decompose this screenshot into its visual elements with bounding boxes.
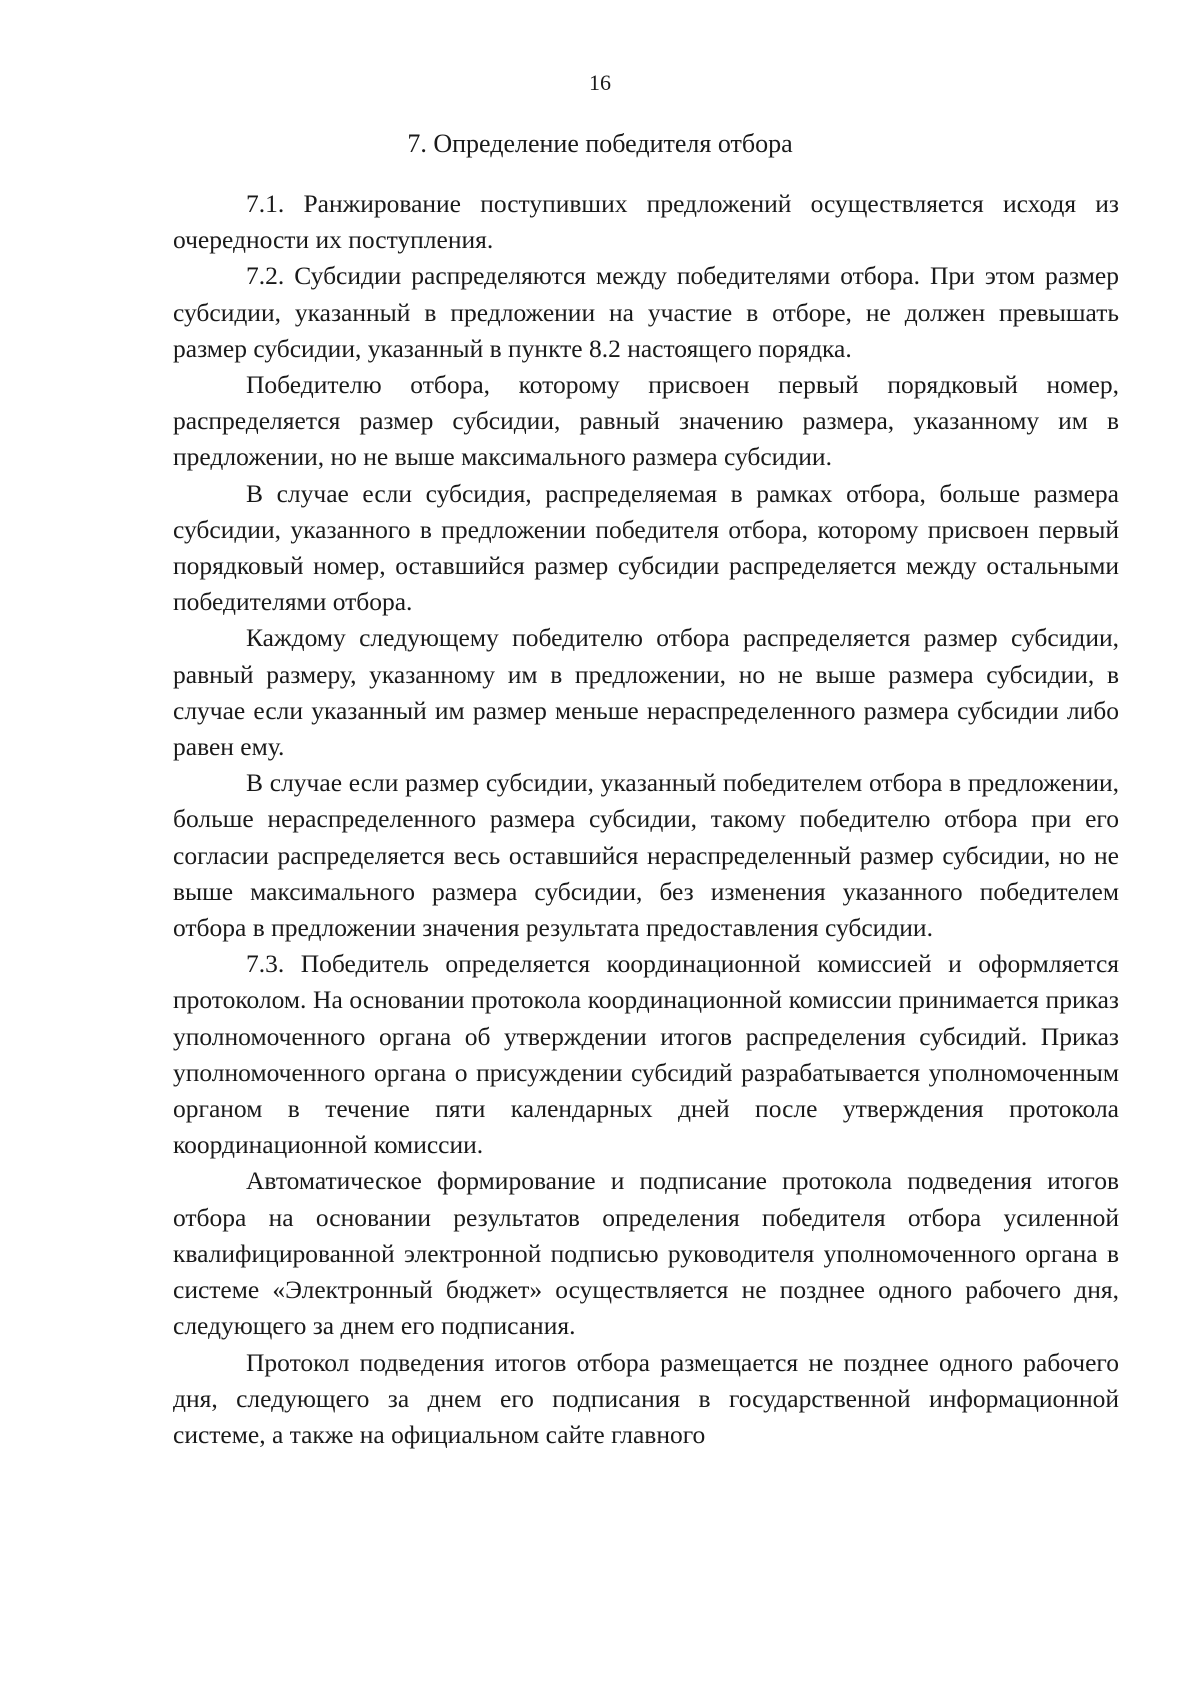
document-body bbox=[173, 186, 1119, 1453]
paragraph: 7.1. Ранжирование поступивших предложений осуществляется исходя из очередности их поступления. bbox=[173, 189, 1119, 255]
paragraph: 7.2. Субсидии распределяются между победителями отбора. При этом размер субсидии, указанный в предложении на участие в отборе, не должен превышать размер субсидии, указанный в пункте 8.2 настоящего порядка. bbox=[173, 261, 1119, 363]
paragraph: Победителю отбора, которому присвоен первый порядковый номер, распределяется размер субсидии, равный значению размера, указанному им в предложении, но не выше максимального размера субсидии. bbox=[173, 370, 1119, 472]
paragraph: В случае если размер субсидии, указанный победителем отбора в предложении, больше нераспределенного размера субсидии, такому победителю отбора при его согласии распределяется весь оставшийся нераспределенный размер субсидии, но не выше максимального размера субсидии, без изменения указанного победителем отбора в предложении значения результата предоставления субсидии. bbox=[173, 768, 1119, 943]
section-title: 7. Определение победителя отбора bbox=[407, 129, 793, 158]
page-number: 16 bbox=[589, 70, 611, 95]
paragraph: Протокол подведения итогов отбора размещается не позднее одного рабочего дня, следующего за днем его подписания в государственной информационной системе, а также на официальном сайте главного bbox=[173, 1347, 1119, 1449]
paragraph: Каждому следующему победителю отбора распределяется размер субсидии, равный размеру, указанному им в предложении, но не выше размера субсидии, в случае если указанный им размер меньше нераспределенного размера субсидии либо равен ему. bbox=[173, 623, 1119, 762]
paragraph: 7.3. Победитель определяется координационной комиссией и оформляется протоколом. На основании протокола координационной комиссии принимается приказ уполномоченного органа об утверждении итогов распределения субсидий. Приказ уполномоченного органа о присуждении субсидий разрабатывается уполномоченным органом в течение пяти календарных дней после утверждения протокола координационной комиссии. bbox=[173, 949, 1119, 1160]
paragraph: В случае если субсидия, распределяемая в рамках отбора, больше размера субсидии, указанного в предложении победителя отбора, которому присвоен первый порядковый номер, оставшийся размер субсидии распределяется между остальными победителями отбора. bbox=[173, 478, 1119, 617]
paragraph: Автоматическое формирование и подписание протокола подведения итогов отбора на основании результатов определения победителя отбора усиленной квалифицированной электронной подписью руководителя уполномоченного органа в системе «Электронный бюджет» осуществляется не позднее одного рабочего дня, следующего за днем его подписания. bbox=[173, 1166, 1119, 1341]
